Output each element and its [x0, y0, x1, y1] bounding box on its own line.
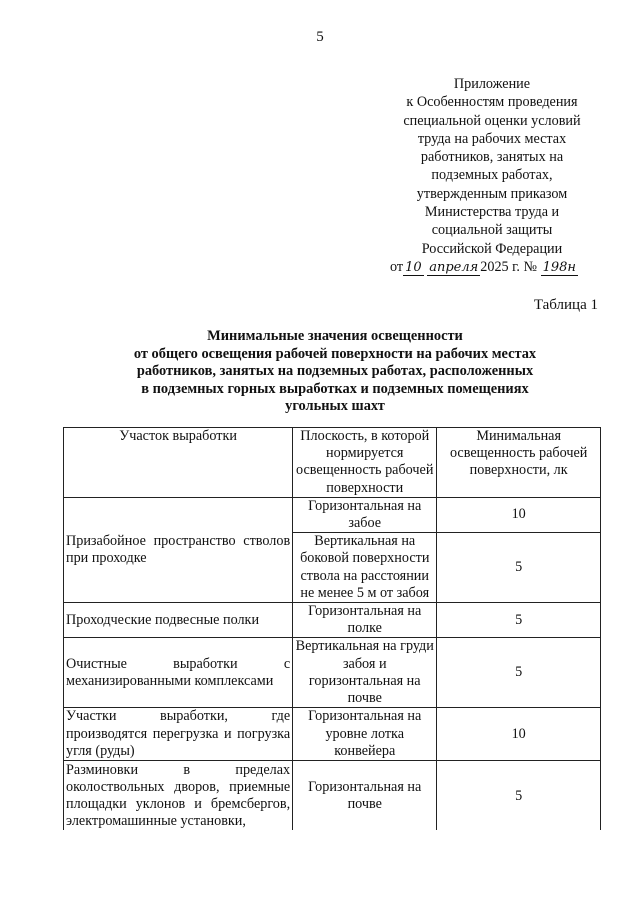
handwritten-month: апреля: [429, 259, 479, 275]
handwritten-day: 10: [405, 259, 422, 275]
title-line: в подземных горных выработках и подземных помещениях: [141, 380, 529, 397]
appendix-line: к Особенностям проведения: [406, 94, 578, 111]
appendix-line: социальной защиты: [431, 222, 553, 239]
cell-lux: 5: [437, 533, 601, 603]
table-row: [64, 638, 601, 708]
cell-lux: 5: [437, 761, 601, 830]
appendix-line: Приложение: [453, 76, 531, 92]
cell-lux: 5: [437, 638, 601, 708]
cell-area: Разминовки в пределах околоствольных дворов, приемные площадки уклонов и бремсбергов, электромашинные установки,: [64, 761, 293, 830]
date-year: 2025 г. №: [480, 258, 538, 275]
table-row: [64, 603, 601, 638]
header-lux: Минимальная освещенность рабочей поверхности, лк: [437, 428, 601, 498]
cell-area: Проходческие подвесные полки: [64, 603, 293, 638]
title-line: от общего освещения рабочей поверхности на рабочих местах: [133, 345, 537, 362]
appendix-line: Российской Федерации: [421, 240, 563, 257]
appendix-line: специальной оценки условий: [403, 112, 581, 129]
appendix-line: труда на рабочих местах: [417, 130, 567, 147]
cell-plane: Горизонтальная на забое: [293, 497, 437, 532]
table-row: [64, 761, 601, 830]
handwritten-order-number: 198н: [542, 259, 576, 275]
cell-plane: Горизонтальная на уровне лотка конвейера: [293, 708, 437, 761]
page-number: 5: [316, 29, 324, 45]
cell-lux: 5: [437, 603, 601, 638]
table-label: Таблица 1: [533, 297, 598, 313]
cell-lux: 10: [437, 708, 601, 761]
appendix-line: подземных работах,: [431, 167, 553, 184]
cell-lux: 10: [437, 497, 601, 532]
header-area: Участок выработки: [64, 428, 293, 498]
header-plane: Плоскость, в которой нормируется освещенность рабочей поверхности: [293, 428, 437, 498]
title-line: работников, занятых на подземных работах, расположенных: [136, 363, 534, 380]
appendix-line: работников, занятых на: [420, 149, 564, 166]
appendix-line: Министерства труда и: [424, 204, 560, 221]
appendix-line: утвержденным приказом: [416, 185, 568, 202]
cell-area: Участки выработки, где производятся перегрузка и погрузка угля (руды): [64, 708, 293, 761]
cell-plane: Горизонтальная на почве: [293, 761, 437, 830]
table-header-row: [64, 428, 601, 498]
title-line: Минимальные значения освещенности: [207, 328, 463, 344]
title-line: угольных шахт: [285, 398, 385, 415]
cell-area: Очистные выработки с механизированными комплексами: [64, 638, 293, 708]
cell-plane: Вертикальная на груди забоя и горизонтальная на почве: [293, 638, 437, 708]
table-row: [64, 497, 601, 532]
date-prefix: от: [390, 258, 404, 275]
cell-area: Призабойное пространство стволов при проходке: [64, 497, 293, 602]
cell-plane: Горизонтальная на полке: [293, 603, 437, 638]
table-row: [64, 708, 601, 761]
illumination-table: [63, 427, 601, 830]
cell-plane: Вертикальная на боковой поверхности ствола на расстоянии не менее 5 м от забоя: [293, 533, 437, 603]
